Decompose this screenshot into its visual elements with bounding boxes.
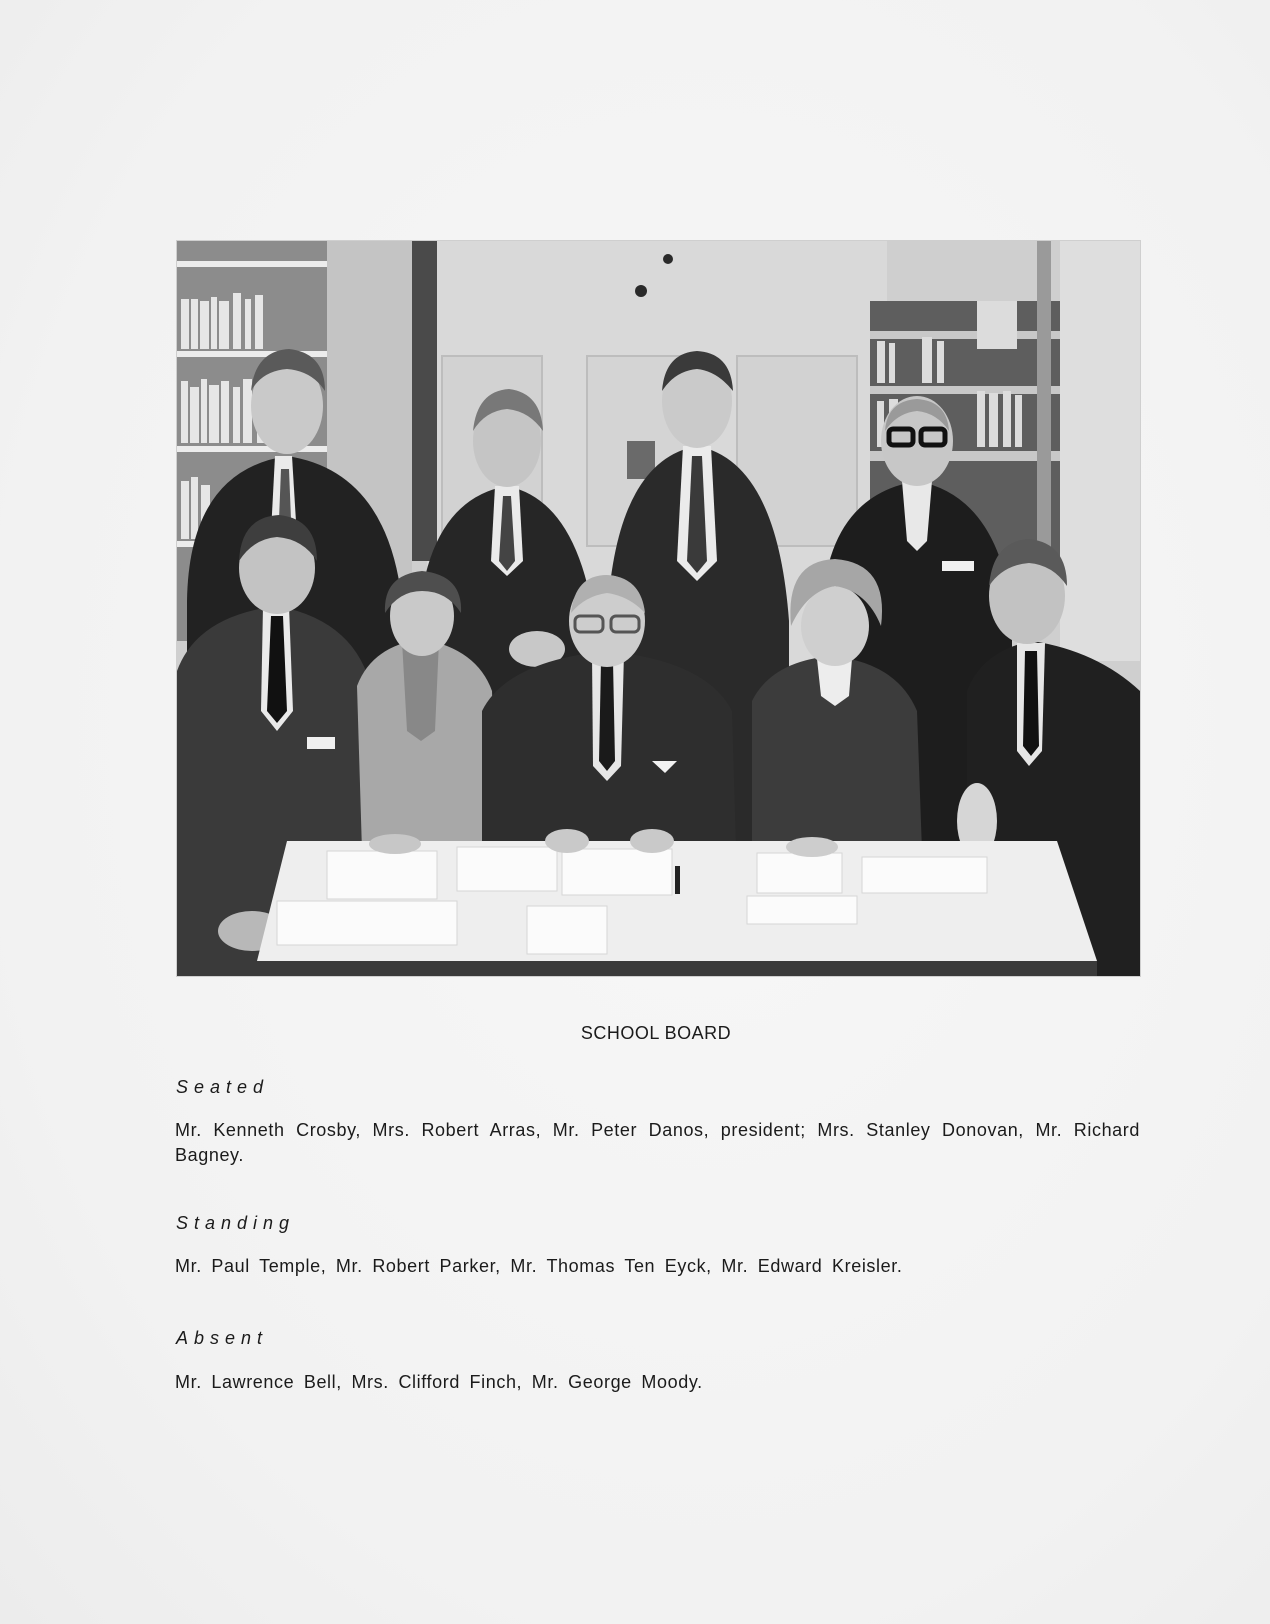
standing-label: Standing	[176, 1213, 296, 1233]
seated-names: Mr. Kenneth Crosby, Mrs. Robert Arras, Mr. Peter Danos, president; Mrs. Stanley Donovan, Mr. Richard Bagney.	[175, 1120, 1140, 1165]
standing-names: Mr. Paul Temple, Mr. Robert Parker, Mr. Thomas Ten Eyck, Mr. Edward Kreisler.	[175, 1256, 903, 1276]
absent-label: Absent	[176, 1328, 269, 1348]
caption-title: SCHOOL BOARD	[580, 1023, 732, 1043]
school-board-photo-illustration	[177, 241, 1140, 976]
seated-label: Seated	[176, 1077, 270, 1097]
school-board-photo	[177, 241, 1140, 976]
absent-names: Mr. Lawrence Bell, Mrs. Clifford Finch, Mr. George Moody.	[175, 1372, 703, 1392]
